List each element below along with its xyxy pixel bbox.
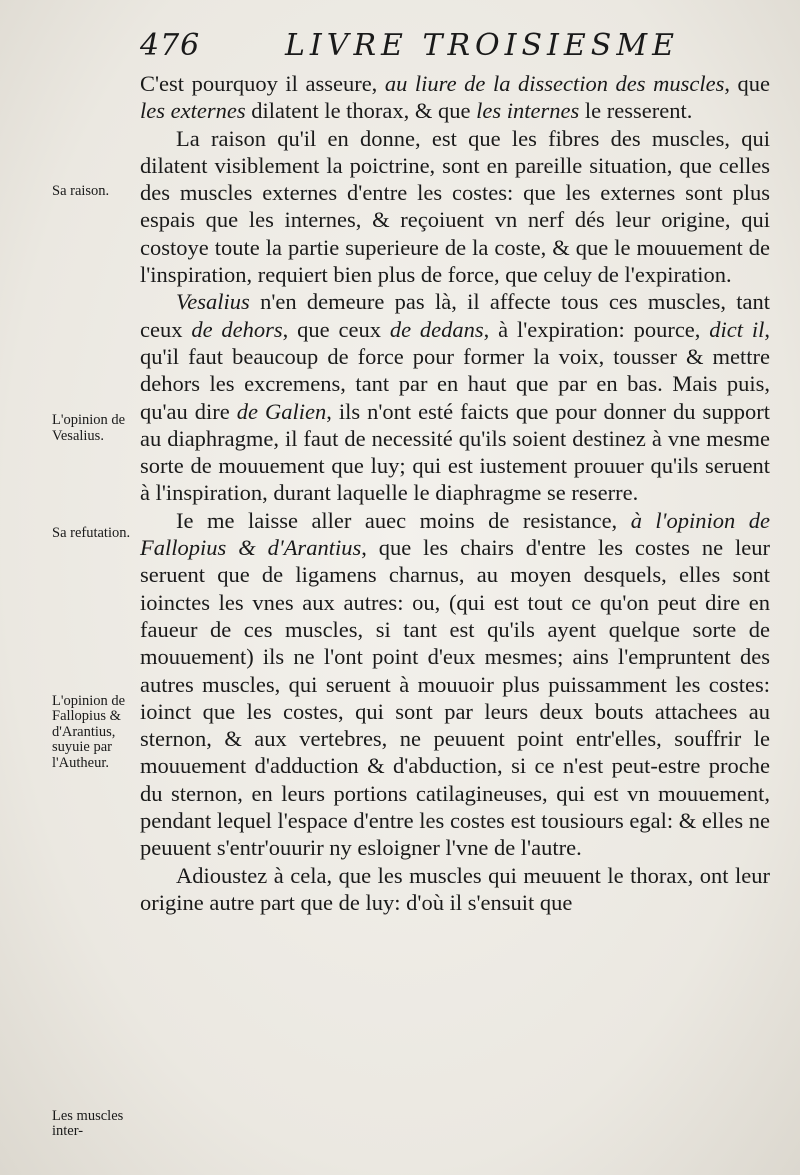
italic-text: Vesalius — [176, 289, 250, 315]
italic-text: dict il — [709, 316, 765, 342]
text-segment: , que — [724, 71, 770, 96]
body-text — [140, 70, 770, 916]
marginal-note: L'opinion de Vesalius. — [52, 412, 126, 444]
page-header — [140, 28, 780, 68]
text-segment: , ils n'ont esté faicts que pour donner du support au diaphragme, il faut de necessité qu'ils soient destinez à vne mesme sorte de mouuement que luy; qui est iustement prouuer qu'ils seruent à l'inspiration, durant laquelle le diaphragme se reserre. — [140, 398, 770, 506]
marginal-note: Les muscles inter- — [52, 1107, 124, 1140]
marginal-note: L'opinion de Fallopius & d'Arantius, suyuie par l'Autheur. — [52, 692, 126, 771]
text-segment: Ie me laisse aller auec moins de resistance, — [176, 507, 631, 533]
marginal-note: Sa refutation. — [52, 525, 131, 542]
text-segment: , que les chairs d'entre les costes ne leur seruent que de ligamens charnus, au moyen desquels, elles sont ioinctes les vnes aux autres: ou, (qui est tout ce qu'on peut dire en faueur de ces muscles, si tant est qu'ils ayent quelque sorte de mouuement) ils ne l'ont point d'eux mesmes; ains l'empruntent des autres muscles, qui seruent à mouuoir plus puissamment les costes: ioinct que les costes, qui sont par leurs deux bouts attachees au sternon, & aux vertebres, ne peuuent point entr'elles, souffrir le mouuement d'adduction & d'abduction, si ce n'est peut-estre proche du sternon, en leurs portions catilagineuses, qui est vn mouuement, pendant lequel l'espace d'entre les costes est tousiours egal: & elles ne peuuent s'entr'ouurir ny esloigner l'vne de l'autre. — [140, 535, 770, 861]
italic-text: de dehors — [191, 316, 283, 342]
italic-text: les internes — [476, 98, 580, 124]
italic-text: les externes — [140, 98, 246, 124]
italic-text: au liure de la dissection des muscles — [384, 71, 725, 96]
paragraph — [140, 507, 770, 862]
text-segment: Adioustez à cela, que les muscles qui meuuent le thorax, ont leur origine autre part que de luy: d'où il s'ensuit que — [140, 862, 770, 915]
paragraph — [140, 862, 770, 917]
page-number: 476 — [140, 28, 201, 63]
text-segment: La raison qu'il en donne, est que les fibres des muscles, qui dilatent visiblement la poictrine, sont en pareille situation, que celles des muscles externes d'entre les costes: que les externes sont plus espais que les internes, & reçoiuent vn nerf dés leur origine, qui costoye toute la partie superieure de la coste, & que le mouuement de l'inspiration, requiert bien plus de force, que celuy de l'expiration. — [140, 125, 770, 288]
paragraph — [140, 70, 770, 125]
text-segment: C'est pourquoy il asseure, — [140, 71, 385, 96]
text-segment: n'en demeure pas là, il affecte tous ces muscles, tant ceux — [140, 289, 770, 342]
italic-text: à l'opinion de Fallopius & d'Arantius — [140, 507, 770, 561]
italic-text: de Galien — [236, 398, 327, 424]
text-segment: , que ceux — [282, 316, 390, 342]
italic-text: de dedans — [389, 316, 484, 342]
text-segment: , qu'il faut beaucoup de force pour former la voix, tousser & mettre dehors les excremens, tant par en haut que par en bas. Mais puis, qu'au dire — [140, 316, 770, 424]
text-segment: le resserent. — [579, 98, 693, 124]
paragraph — [140, 125, 770, 289]
running-title: LIVRE TROISIESME — [285, 28, 679, 63]
text-segment: , à l'expiration: pource, — [483, 316, 710, 342]
text-segment: dilatent le thorax, & que — [245, 98, 477, 124]
paragraph — [140, 288, 770, 506]
marginal-note: Sa raison. — [52, 182, 110, 199]
